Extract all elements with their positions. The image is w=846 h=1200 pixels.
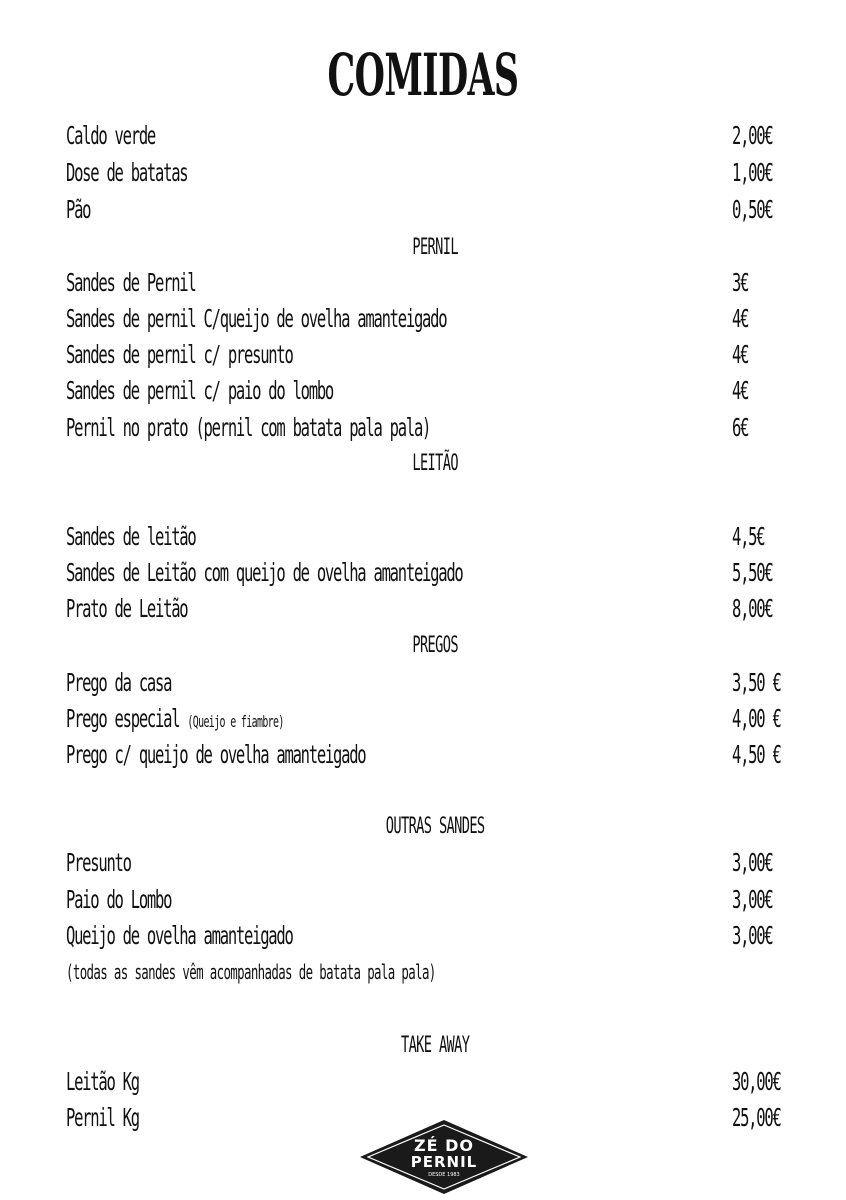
logo-line2: PERNIL (410, 1153, 478, 1171)
menu-item (0, 701, 846, 737)
item-name: Pernil Kg (66, 1103, 139, 1132)
item-name-note: (Queijo e fiambre) (187, 712, 284, 731)
item-name: Prego da casa (66, 668, 172, 697)
item-name: Prego c/ queijo de ovelha amanteigado (66, 740, 366, 769)
menu-item (0, 737, 846, 773)
item-name: Pão (66, 195, 91, 224)
menu-item (0, 845, 846, 881)
menu-item (0, 591, 846, 627)
item-price: 3,00€ (732, 885, 773, 914)
section-heading-pregos: PREGOS (412, 633, 458, 658)
menu-item-pao (0, 192, 846, 228)
item-name: Sandes de pernil c/ presunto (66, 340, 293, 369)
section-heading-take-away: TAKE AWAY (400, 1033, 470, 1058)
menu-item (0, 373, 846, 409)
item-name: Sandes de Pernil (66, 268, 196, 297)
item-price: 4€ (732, 340, 749, 369)
menu-item (0, 301, 846, 337)
item-name-main: Prego especial (66, 704, 180, 733)
sandes-note: (todas as sandes vêm acompanhadas de batata pala pala) (66, 960, 436, 984)
item-name: Prato de Leitão (66, 594, 188, 623)
menu-item (0, 265, 846, 301)
item-name: Queijo de ovelha amanteigado (66, 921, 293, 950)
menu-item (0, 410, 846, 446)
ze-do-pernil-logo (358, 1118, 530, 1196)
item-price: 6€ (732, 413, 749, 442)
section-heading-leitao: LEITÃO (412, 451, 458, 476)
item-name: Pernil no prato (pernil com batata pala pala) (66, 413, 431, 442)
menu-item-caldo-verde (0, 118, 846, 154)
menu-item (0, 555, 846, 591)
menu-item (0, 519, 846, 555)
section-heading-pernil: PERNIL (412, 235, 458, 260)
item-price: 3,00€ (732, 848, 773, 877)
item-name: Sandes de Leitão com queijo de ovelha amanteigado (66, 558, 463, 587)
item-name: Leitão Kg (66, 1067, 139, 1096)
logo-line1: ZÉ DO (414, 1136, 474, 1155)
section-heading-outras-sandes: OUTRAS SANDES (385, 814, 485, 839)
item-price: 5,50€ (732, 558, 773, 587)
item-name: Sandes de leitão (66, 522, 196, 551)
item-name (66, 701, 284, 740)
menu-item (0, 1064, 846, 1100)
item-price: 25,00€ (732, 1103, 781, 1132)
item-price: 0,50€ (732, 195, 773, 224)
item-name: Presunto (66, 848, 131, 877)
menu-item (0, 918, 846, 954)
item-price: 3€ (732, 268, 749, 297)
item-price: 4,5€ (732, 522, 765, 551)
item-price: 4€ (732, 376, 749, 405)
item-price: 3,50 € (732, 668, 781, 697)
menu-title: COMIDAS (327, 41, 519, 109)
item-price: 30,00€ (732, 1067, 781, 1096)
item-price: 1,00€ (732, 158, 773, 187)
item-price: 4,00 € (732, 704, 781, 733)
item-name: Caldo verde (66, 121, 156, 150)
menu-item (0, 337, 846, 373)
item-name: Sandes de pernil c/ paio do lombo (66, 376, 334, 405)
logo-tagline: DESDE 1983 (428, 1172, 460, 1178)
item-name: Sandes de pernil C/queijo de ovelha amanteigado (66, 304, 447, 333)
menu-item (0, 882, 846, 918)
item-price: 4,50 € (732, 740, 781, 769)
item-price: 3,00€ (732, 921, 773, 950)
item-price: 4€ (732, 304, 749, 333)
item-name: Paio do Lombo (66, 885, 172, 914)
item-name: Dose de batatas (66, 158, 188, 187)
menu-item-dose-batatas (0, 155, 846, 191)
menu-item (0, 665, 846, 701)
item-price: 2,00€ (732, 121, 773, 150)
item-price: 8,00€ (732, 594, 773, 623)
